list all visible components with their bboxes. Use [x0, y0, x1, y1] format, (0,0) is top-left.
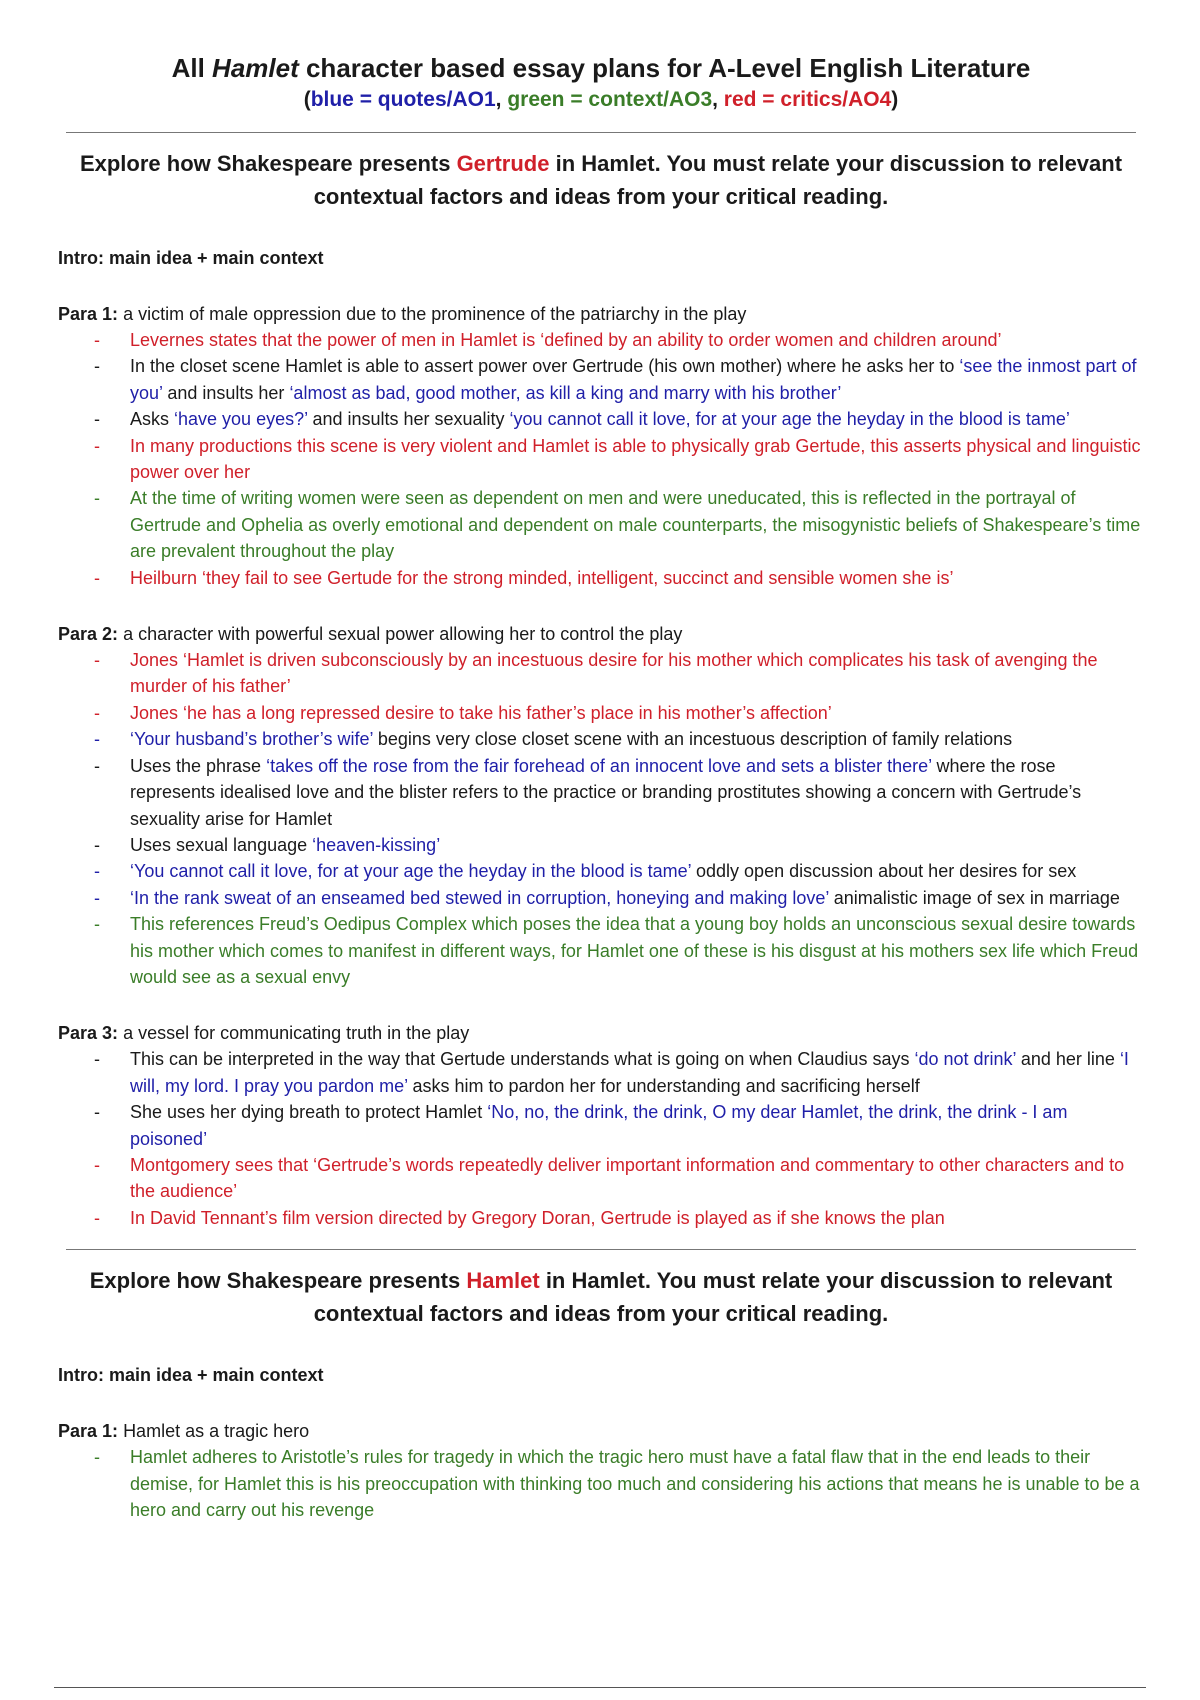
essay-sections [58, 132, 1144, 1523]
paragraph-plan [58, 1020, 1144, 1231]
bullet-dash: - [94, 861, 100, 882]
question-text: in Hamlet. You must relate your discussion to relevant contextual factors and ideas from your critical reading. [313, 151, 1123, 209]
bullet-item [58, 858, 1144, 884]
paragraph-topic: Hamlet as a tragic hero [123, 1421, 310, 1442]
bullet-item [58, 885, 1144, 911]
paragraph-label: Para 1: [58, 1421, 119, 1442]
essay-question [78, 1264, 1124, 1330]
section-divider [66, 1249, 1136, 1250]
paragraph-topic: a character with powerful sexual power allowing her to control the play [123, 624, 683, 645]
bullet-text-red: In many productions this scene is very violent and Hamlet is able to physically grab Gertude, this asserts physical and linguistic power over her [130, 435, 1141, 483]
bullet-text-blue: ‘have you eyes?’ [174, 409, 308, 430]
intro-line: Intro: main idea + main context [58, 1365, 324, 1386]
bullet-text-green: At the time of writing women were seen as dependent on men and were uneducated, this is reflected in the portrayal of Gertrude and Ophelia as overly emotional and dependent on male counterparts, the misogynistic beliefs of Shakespeare’s time are prevalent throughout the play [130, 488, 1141, 562]
bullet-dash: - [94, 409, 100, 430]
bullet-dash: - [94, 1049, 100, 1070]
bullet-item [58, 327, 1144, 353]
essay-question [78, 147, 1124, 213]
bullet-text-red: In David Tennant’s film version directed by Gregory Doran, Gertrude is played as if she knows the plan [130, 1207, 945, 1228]
bullet-item [58, 1099, 1144, 1152]
bullet-item [58, 565, 1144, 591]
bullet-text-black: asks him to pardon her for understanding and sacrificing herself [407, 1075, 920, 1096]
bullet-item [58, 1046, 1144, 1099]
paragraph-topic: a vessel for communicating truth in the play [123, 1023, 470, 1044]
bullet-text-green: This references Freud’s Oedipus Complex which poses the idea that a young boy holds an unconscious sexual desire towards his mother which comes to manifest in different ways, for Hamlet one of these is his disgust at his mothers sex life which Freud would see as a sexual envy [130, 914, 1139, 987]
bullet-text-black: She uses her dying breath to protect Hamlet [130, 1102, 488, 1123]
question-text: in Hamlet. You must relate your discussion to relevant contextual factors and ideas from your critical reading. [313, 1268, 1113, 1327]
bullet-text-blue: ‘No, no, the drink, the drink, O my dear Hamlet, the drink, the drink - I am poisoned’ [130, 1102, 1068, 1149]
bullet-dash: - [94, 702, 100, 723]
bullet-item [58, 485, 1144, 564]
question-character: Gertrude [456, 151, 550, 176]
bullet-item [58, 647, 1144, 700]
key-green: green = context/AO3 [507, 88, 713, 111]
bullet-dash: - [94, 650, 100, 671]
bullet-list [58, 647, 1144, 990]
document-title: All Hamlet character based essay plans for A-Level English Literature [171, 53, 1031, 83]
bullet-item [58, 726, 1144, 752]
bullet-dash: - [94, 1207, 100, 1228]
bullet-dash: - [94, 356, 100, 377]
bullet-text-blue: ‘You cannot call it love, for at your age the heyday in the blood is tame’ [130, 861, 692, 882]
bullet-dash: - [94, 834, 100, 855]
document-page [58, 52, 1144, 1523]
bullet-item [58, 353, 1144, 406]
paragraph-label: Para 2: [58, 624, 119, 645]
bullet-text-black: animalistic image of sex in marriage [828, 887, 1120, 908]
bullet-text-green: Hamlet adheres to Aristotle’s rules for tragedy in which the tragic hero must have a fatal flaw that in the end leads to their demise, for Hamlet this is his preoccupation with thinking too much and considering his actions that means he is unable to be a hero and carry out his revenge [130, 1447, 1140, 1520]
bullet-text-blue: ‘see the inmost part of you’ [130, 356, 1137, 403]
paragraph-heading [58, 1418, 1144, 1444]
bullet-text-black: and insults her sexuality [307, 409, 510, 430]
bullet-dash: - [94, 755, 100, 776]
paragraph-label: Para 1: [58, 304, 119, 324]
bullet-text-black: where the rose represents idealised love and the blister refers to the practice or branding prostitutes showing a concern with Gertrude’s sexuality arise for Hamlet [130, 755, 1082, 829]
bullet-dash: - [94, 887, 100, 908]
bullet-text-red: Levernes states that the power of men in Hamlet is ‘defined by an ability to order women and children around’ [130, 330, 1002, 350]
bullet-text-red: Jones ‘he has a long repressed desire to take his father’s place in his mother’s affection’ [130, 702, 832, 723]
bullet-text-blue: ‘I will, my lord. I pray you pardon me’ [130, 1049, 1129, 1096]
paragraph-plan [58, 1418, 1144, 1523]
bullet-item [58, 700, 1144, 726]
bullet-text-black: and insults her [162, 382, 290, 403]
bullet-text-black: begins very close closet scene with an incestuous description of family relations [372, 729, 1013, 750]
question-text: Explore how Shakespeare presents [89, 1268, 467, 1294]
bullet-text-blue: ‘In the rank sweat of an enseamed bed stewed in corruption, honeying and making love’ [130, 887, 829, 908]
bullet-list [58, 1046, 1144, 1231]
bullet-list [58, 327, 1144, 591]
paragraph-topic: a victim of male oppression due to the prominence of the patriarchy in the play [123, 304, 747, 324]
bullet-text-red: Montgomery sees that ‘Gertrude’s words repeatedly deliver important information and commentary to other characters and to the audience’ [130, 1154, 1125, 1202]
bullet-text-black: and her line [1015, 1049, 1120, 1070]
key-red: red = critics/AO4 [723, 88, 892, 111]
intro-line: Intro: main idea + main context [58, 248, 324, 268]
bullet-item [58, 1205, 1144, 1231]
bullet-text-black: Uses the phrase [130, 755, 267, 776]
bullet-item [58, 406, 1144, 432]
bullet-dash: - [94, 1154, 100, 1175]
bullet-list [58, 1444, 1144, 1523]
bullet-text-blue: ‘you cannot call it love, for at your age the heyday in the blood is tame’ [509, 409, 1070, 430]
colour-key: (blue = quotes/AO1, green = context/AO3, red = critics/AO4) [303, 88, 899, 111]
bullet-text-red: Heilburn ‘they fail to see Gertude for the strong minded, intelligent, succinct and sensible women she is’ [130, 567, 954, 588]
bullet-dash: - [94, 914, 100, 935]
bullet-dash: - [94, 330, 100, 350]
paragraph-heading [58, 621, 1144, 647]
bullet-dash: - [94, 567, 100, 588]
bullet-text-blue: ‘takes off the rose from the fair forehead of an innocent love and sets a blister there’ [266, 755, 932, 776]
question-character: Hamlet [466, 1268, 540, 1294]
paragraph-label: Para 3: [58, 1023, 119, 1044]
bullet-text-black: In the closet scene Hamlet is able to assert power over Gertrude (his own mother) where he asks her to [130, 356, 960, 377]
bullet-text-black: Uses sexual language [130, 834, 313, 855]
bullet-dash: - [94, 488, 100, 509]
bullet-item [58, 1444, 1144, 1523]
bullet-text-red: Jones ‘Hamlet is driven subconsciously by an incestuous desire for his mother which complicates his task of avenging the murder of his father’ [130, 650, 1098, 697]
key-blue: blue = quotes/AO1 [310, 88, 496, 111]
paragraph-plan [58, 301, 1144, 591]
bullet-dash: - [94, 1102, 100, 1123]
bullet-text-blue: ‘almost as bad, good mother, as kill a king and marry with his brother’ [289, 382, 842, 403]
bullet-item [58, 832, 1144, 858]
paragraph-heading [58, 301, 1144, 327]
paragraph-heading [58, 1020, 1144, 1046]
paragraph-plan [58, 621, 1144, 990]
bullet-text-blue: ‘heaven-kissing’ [312, 834, 441, 855]
bullet-dash: - [94, 435, 100, 456]
bullet-dash: - [94, 1447, 100, 1468]
bullet-text-black: Asks [130, 409, 175, 430]
bullet-dash: - [94, 729, 100, 750]
bullet-text-black: oddly open discussion about her desires for sex [691, 861, 1077, 882]
bullet-item [58, 1152, 1144, 1205]
bullet-item [58, 433, 1144, 486]
bullet-text-blue: ‘Your husband’s brother’s wife’ [130, 729, 373, 750]
bullet-item [58, 911, 1144, 990]
bullet-text-blue: ‘do not drink’ [914, 1049, 1016, 1070]
footer-divider [54, 1687, 1146, 1688]
section-divider [66, 132, 1136, 133]
question-text: Explore how Shakespeare presents [79, 151, 457, 176]
bullet-text-black: This can be interpreted in the way that Gertude understands what is going on when Claudius says [130, 1049, 915, 1070]
bullet-item [58, 753, 1144, 832]
